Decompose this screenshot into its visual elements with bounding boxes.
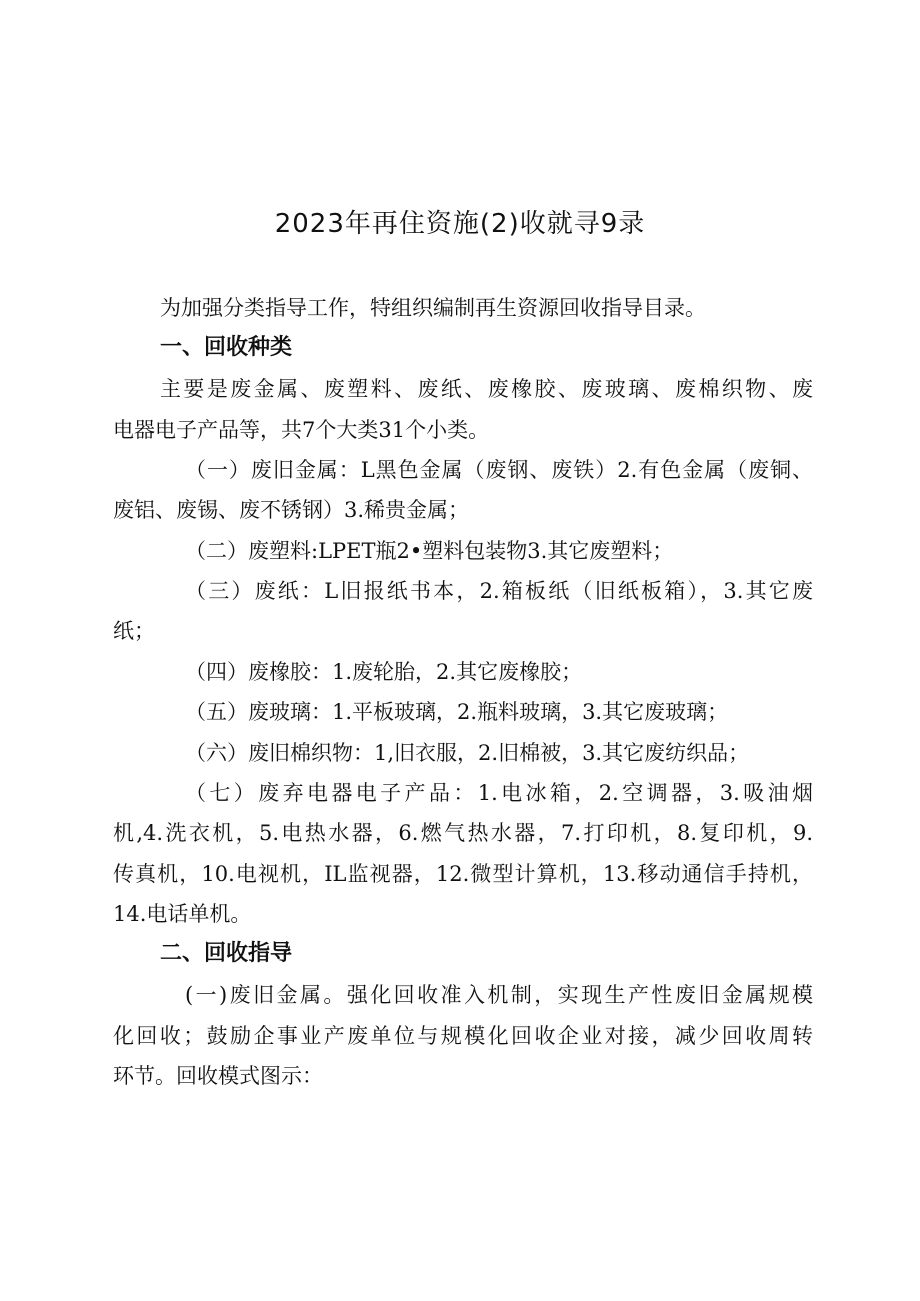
list-item-electronics-continued: 14.电话单机。 <box>113 902 252 926</box>
list-item-paper: （三）废纸：L旧报纸书本，2.箱板纸（旧纸板箱），3.其它废 <box>185 579 813 603</box>
list-item-glass: （五）废玻璃：1.平板玻璃，2.瓶料玻璃，3.其它废玻璃； <box>185 700 729 724</box>
list-item-textiles: （六）废旧棉织物：1,旧衣服，2.旧棉被，3.其它废纺织品； <box>185 741 750 765</box>
section-heading-recycling-types: 一、回收种类 <box>160 335 293 360</box>
list-item-paper-continued: 纸； <box>113 619 155 643</box>
list-item-electronics-continued: 传真机，10.电视机，IL监视器，12.微型计算机，13.移动通信手持机， <box>113 862 813 886</box>
section2-paragraph-line: 化回收；鼓励企事业产废单位与规模化回收企业对接，减少回收周转 <box>113 1024 813 1048</box>
section1-paragraph-line: 电器电子产品等，共7个大类31个小类。 <box>113 418 490 442</box>
document-title: 2023年再住资施(2)收就寻9录 <box>274 209 646 239</box>
section2-paragraph-line: (一)废旧金属。强化回收准入机制，实现生产性废旧金属规模 <box>185 983 813 1007</box>
section2-paragraph-line: 环节。回收模式图示： <box>113 1064 323 1088</box>
list-item-plastics: （二）废塑料:LPET瓶2•塑料包装物3.其它废塑料； <box>185 539 674 563</box>
list-item-electronics-continued: 机,4.洗衣机，5.电热水器，6.燃气热水器，7.打印机，8.复印机，9. <box>113 821 813 845</box>
list-item-metals: （一）废旧金属：L黑色金属（废钢、废铁）2.有色金属（废铜、 <box>185 458 813 482</box>
section1-paragraph-line: 主要是废金属、废塑料、废纸、废橡胶、废玻璃、废棉织物、废 <box>160 377 813 401</box>
section-heading-recycling-guidance: 二、回收指导 <box>160 941 293 966</box>
list-item-metals-continued: 废铝、废锡、废不锈钢）3.稀贵金属； <box>113 498 470 522</box>
intro-paragraph: 为加强分类指导工作，特组织编制再生资源回收指导目录。 <box>160 296 706 320</box>
list-item-rubber: （四）废橡胶：1.废轮胎，2.其它废橡胶； <box>185 660 583 684</box>
list-item-electronics: （七）废弃电器电子产品：1.电冰箱，2.空调器，3.吸油烟 <box>185 781 813 805</box>
